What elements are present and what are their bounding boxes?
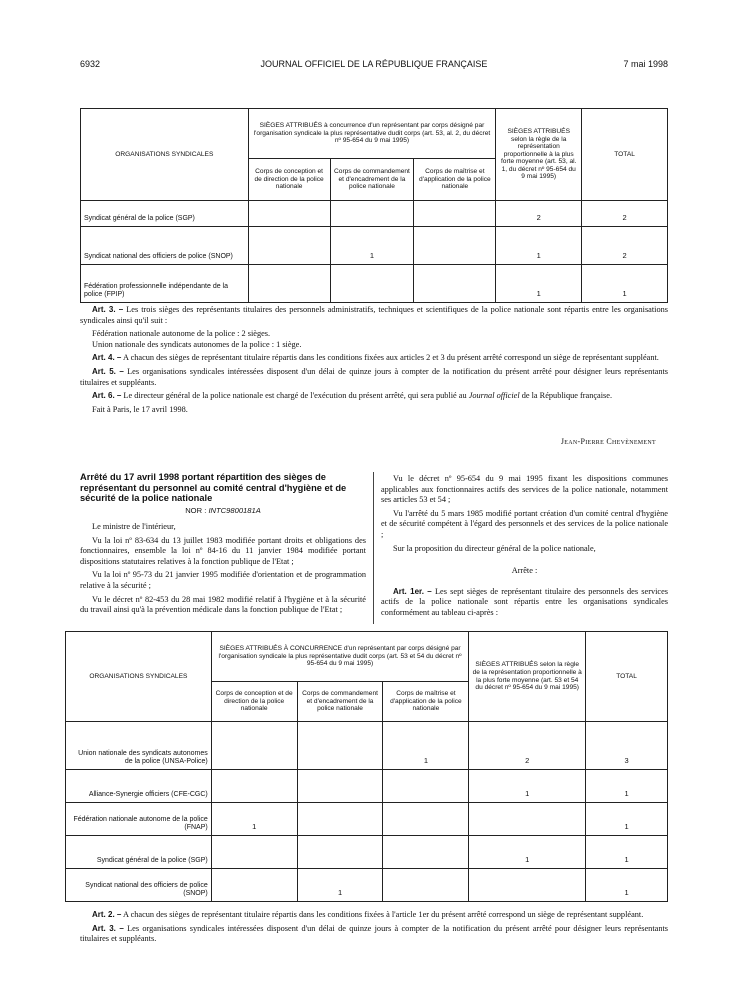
article-text: A chacun des sièges de représentant titulaire répartis dans les conditions fixées à l'article 1er du présent arrêté correspond un siège de représentant suppléant. (122, 910, 644, 919)
group-header: SIÈGES ATTRIBUÉS à concurrence d'un représentant par corps désigné par l'organisation syndicale la plus représentative dudit corps (art. 53, al. 2, du décret nº 95-654 du 9 mai 1995) (248, 109, 496, 159)
table-row (81, 227, 668, 265)
cell-proportional: 1 (469, 770, 586, 803)
sub-header-commandement: Corps de commandement et d'encadrement de la police nationale (297, 682, 383, 722)
cell-maitrise (383, 869, 469, 902)
cell-total: 1 (586, 836, 668, 869)
cell-commandement (330, 201, 414, 227)
cell-conception (211, 869, 297, 902)
article-label: Art. 2. – (92, 910, 122, 919)
table-row (66, 722, 668, 770)
column-divider (373, 472, 374, 624)
nor-code: INTC9800181A (208, 506, 261, 515)
org-header: ORGANISATIONS SYNDICALES (81, 109, 249, 201)
cell-commandement: 1 (330, 227, 414, 265)
page-header (80, 59, 668, 73)
cell-conception: 1 (211, 803, 297, 836)
table-row (66, 836, 668, 869)
cell-conception (211, 770, 297, 803)
article-5 (80, 367, 668, 388)
org-name: Fédération professionnelle indépendante de la police (FPIP) (81, 265, 249, 303)
cell-commandement (297, 836, 383, 869)
articles-block-2 (80, 910, 668, 948)
cell-proportional: 2 (469, 722, 586, 770)
article-text: Les organisations syndicales intéressées disposent d'un délai de quinze jours à compter de la notification du présent arrêté pour désigner leurs représentants titulaires et suppléants. (80, 923, 669, 944)
seats-table-1 (80, 108, 668, 303)
article-label: Art. 5. – (92, 366, 124, 376)
cell-total: 3 (586, 722, 668, 770)
articles-block-1 (80, 305, 668, 418)
visa: Vu le décret nº 82-453 du 28 mai 1982 modifié relatif à l'hygiène et à la sécurité du travail ainsi qu'à la prévention médicale dans la fonction publique de l'Etat ; (80, 594, 366, 615)
group-header: SIÈGES ATTRIBUÉS À CONCURRENCE d'un représentant par corps désigné par l'organisation syndicale la plus représentative dudit corps (art. 53 et 54 du décret nº 95-654 du 9 mai 1995) (211, 632, 469, 682)
cell-proportional: 1 (496, 265, 582, 303)
sub-header-maitrise: Corps de maîtrise et d'application de la police nationale (383, 682, 469, 722)
proportional-header: SIÈGES ATTRIBUÉS selon la règle de la représentation proportionnelle à la plus forte moyenne (art. 53, al. 1, du décret nº 95-654 du 9 mai 1995) (496, 109, 582, 201)
article-3-bottom (80, 924, 668, 945)
cell-conception (211, 722, 297, 770)
journal-reference: Journal officiel (468, 391, 520, 401)
cell-conception (248, 265, 330, 303)
article-text: Les organisations syndicales intéressées disposent d'un délai de quinze jours à compter de la notification du présent arrêté pour désigner leurs représentants titulaires et suppléants. (80, 366, 669, 387)
total-header: TOTAL (586, 632, 668, 722)
seat-line: Union nationale des syndicats autonomes de la police : 1 siège. (92, 339, 302, 349)
decree-left-column (80, 522, 366, 619)
article-text: Le directeur général de la police nationale est chargé de l'exécution du présent arrêté, qui sera publié au (123, 391, 467, 401)
cell-proportional: 1 (496, 227, 582, 265)
article-text: de la République française. (521, 391, 613, 401)
article-6 (80, 391, 668, 402)
article-text: A chacun des sièges de représentant titulaire répartis dans les conditions fixées aux articles 2 et 3 du présent arrêté correspond un siège de représentant suppléant. (122, 353, 659, 363)
cell-conception (248, 201, 330, 227)
table-row (66, 770, 668, 803)
cell-commandement: 1 (297, 869, 383, 902)
cell-total: 2 (582, 227, 668, 265)
article-1 (381, 587, 668, 619)
cell-maitrise (383, 770, 469, 803)
cell-conception (248, 227, 330, 265)
article-4 (80, 353, 668, 364)
sub-header-maitrise: Corps de maîtrise et d'application de la police nationale (414, 159, 496, 201)
seats-table-2 (65, 631, 668, 902)
org-name: Syndicat général de la police (SGP) (81, 201, 249, 227)
org-name: Fédération nationale autonome de la police (FNAP) (66, 803, 212, 836)
cell-conception (211, 836, 297, 869)
preamble-line: Le ministre de l'intérieur, (92, 522, 176, 531)
signing-date: Fait à Paris, le 17 avril 1998. (92, 404, 188, 414)
total-header: TOTAL (582, 109, 668, 201)
table-row (66, 869, 668, 902)
cell-maitrise (414, 227, 496, 265)
cell-maitrise (383, 803, 469, 836)
org-name: Union nationale des syndicats autonomes de la police (UNSA-Police) (66, 722, 212, 770)
cell-maitrise (414, 201, 496, 227)
decree-title: Arrêté du 17 avril 1998 portant répartition des sièges de représentant du personnel au comité central d'hygiène et de sécurité de la police nationale (80, 472, 347, 503)
cell-commandement (297, 770, 383, 803)
org-name: Syndicat général de la police (SGP) (66, 836, 212, 869)
org-name: Alliance-Synergie officiers (CFE-CGC) (66, 770, 212, 803)
org-name: Syndicat national des officiers de police (SNOP) (66, 869, 212, 902)
cell-commandement (297, 722, 383, 770)
cell-maitrise: 1 (383, 722, 469, 770)
article-3 (80, 305, 668, 326)
sub-header-conception: Corps de conception et de direction de la police nationale (211, 682, 297, 722)
cell-total: 1 (586, 770, 668, 803)
seat-line: Fédération nationale autonome de la police : 2 sièges. (92, 329, 271, 339)
visa: Vu le décret nº 95-654 du 9 mai 1995 fixant les dispositions communes applicables aux fonctionnaires actifs des services de la police nationale, notamment ses articles 53 et 54 ; (381, 474, 668, 505)
nor-reference (80, 506, 366, 515)
visa: Vu la loi nº 83-634 du 13 juillet 1983 modifiée portant droits et obligations des fonctionnaires, ensemble la loi nº 84-16 du 11 janvier 1984 modifiée portant dispositions statutaires relatives à la fonction publique de l'Etat ; (80, 535, 366, 566)
cell-total: 1 (586, 869, 668, 902)
cell-maitrise (383, 836, 469, 869)
cell-total: 1 (586, 803, 668, 836)
cell-total: 1 (582, 265, 668, 303)
article-text: Les sept sièges de représentant titulaire des personnels des services actifs de la police nationale sont répartis entre les organisations syndicales conformément au tableau ci-après : (381, 586, 668, 617)
cell-proportional (469, 869, 586, 902)
article-text: Les trois sièges des représentants titulaires des personnels administratifs, techniques et scientifiques de la police nationale sont répartis entre les organisations syndicales ainsi qu'il suit : (80, 305, 668, 325)
visa: Sur la proposition du directeur général de la police nationale, (393, 543, 596, 553)
article-label: Art. 6. – (92, 391, 122, 401)
org-name: Syndicat national des officiers de police (SNOP) (81, 227, 249, 265)
cell-maitrise (414, 265, 496, 303)
issue-date: 7 mai 1998 (623, 59, 668, 69)
cell-proportional: 2 (496, 201, 582, 227)
cell-commandement (330, 265, 414, 303)
article-label: Art. 1er. – (393, 586, 432, 596)
cell-total: 2 (582, 201, 668, 227)
signature: Jean-Pierre Chevènement (560, 437, 656, 446)
sub-header-conception: Corps de conception et de direction de la police nationale (248, 159, 330, 201)
sub-header-commandement: Corps de commandement et d'encadrement de la police nationale (330, 159, 414, 201)
cell-proportional: 1 (469, 836, 586, 869)
org-header: ORGANISATIONS SYNDICALES (66, 632, 212, 722)
nor-label: NOR : (185, 506, 207, 515)
article-label: Art. 4. – (92, 353, 122, 363)
proportional-header: SIÈGES ATTRIBUÉS selon la règle de la représentation proportionnelle à la plus forte moyenne (art. 53 et 54 du décret nº 95-654 du 9 mai 1995) (469, 632, 586, 722)
decree-right-column (381, 474, 668, 622)
table-row (81, 265, 668, 303)
journal-title: JOURNAL OFFICIEL DE LA RÉPUBLIQUE FRANÇAISE (260, 59, 488, 69)
cell-commandement (297, 803, 383, 836)
article-2 (80, 910, 668, 921)
arrete-heading: Arrête : (511, 566, 538, 576)
cell-proportional (469, 803, 586, 836)
table-row (66, 803, 668, 836)
page-number: 6932 (80, 59, 101, 69)
article-label: Art. 3. – (92, 923, 124, 933)
visa: Vu l'arrêté du 5 mars 1985 modifié portant création d'un comité central d'hygiène et de sécurité compétent à l'égard des personnels et des services de la police nationale ; (381, 508, 668, 539)
article-label: Art. 3. – (92, 305, 124, 314)
visa: Vu la loi nº 95-73 du 21 janvier 1995 modifiée d'orientation et de programmation relative à la sécurité ; (80, 570, 366, 590)
table-row (81, 201, 668, 227)
